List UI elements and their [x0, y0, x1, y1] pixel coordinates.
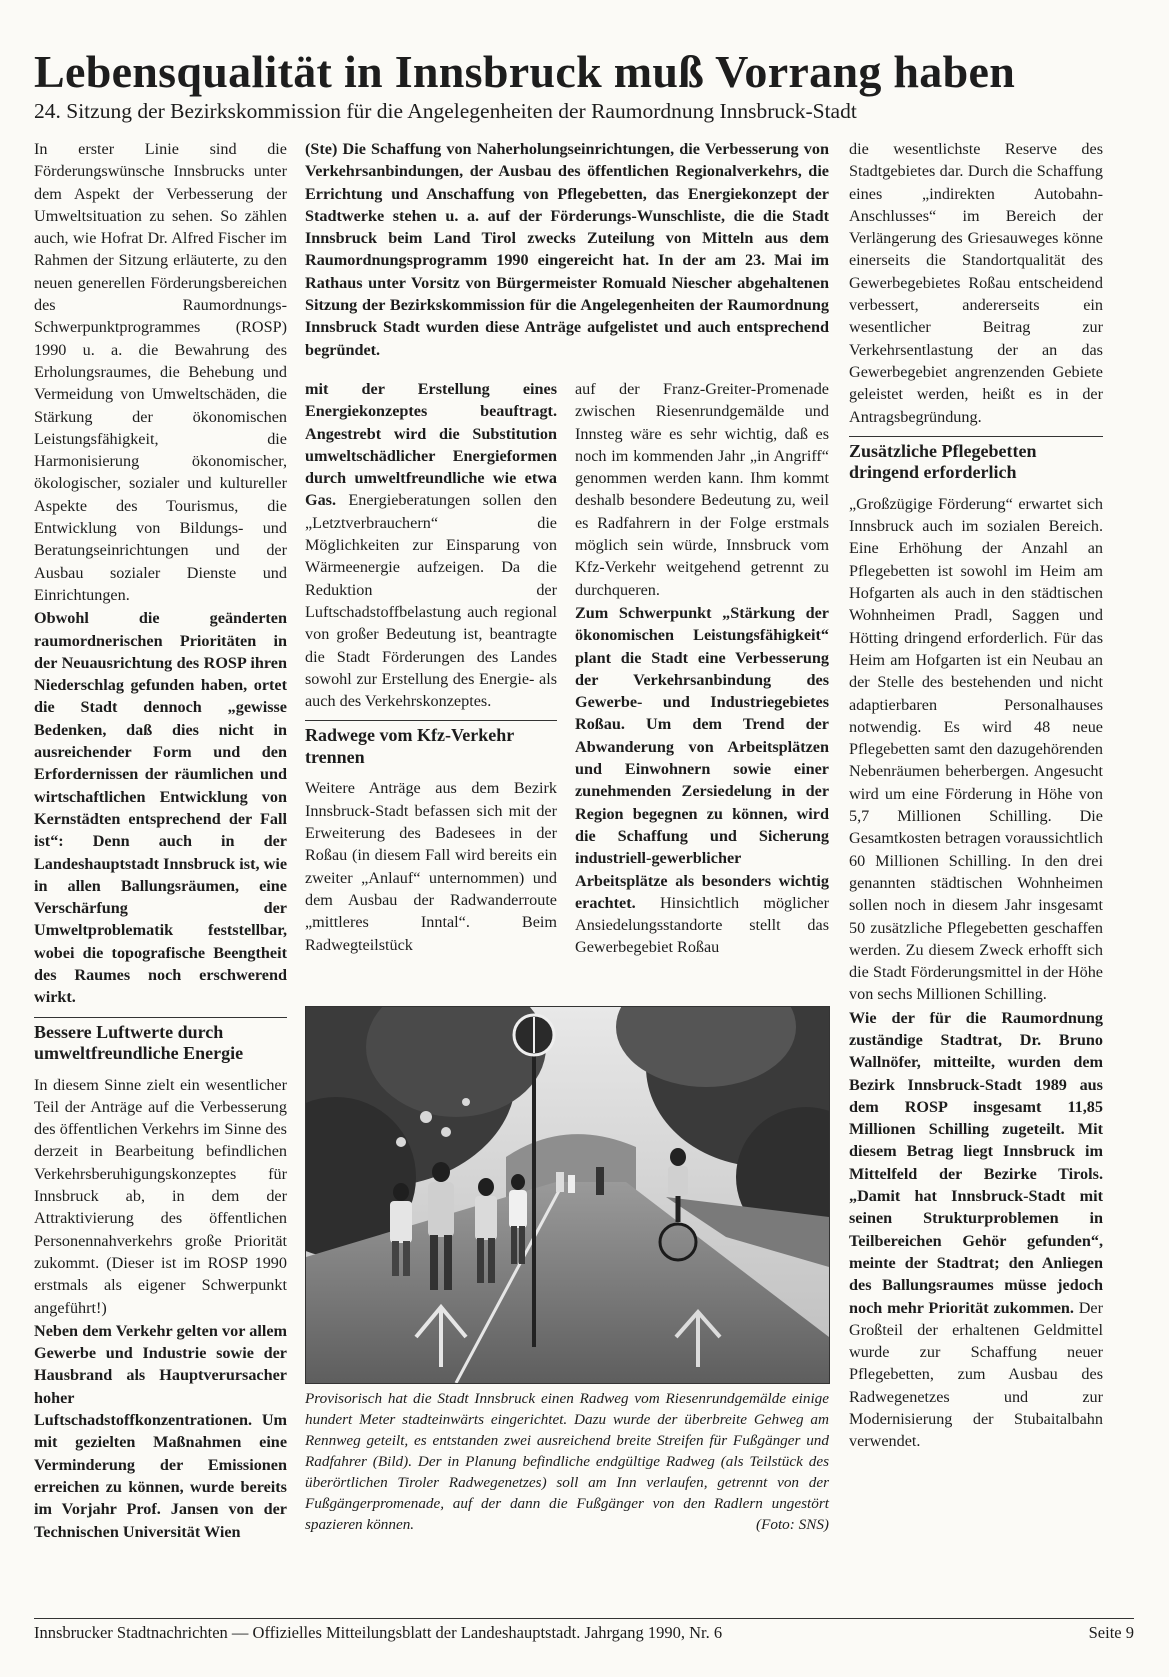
column-3-paragraph — [575, 602, 829, 959]
bike-path-photo-illustration — [306, 1007, 829, 1383]
column-2-paragraph: Weitere Anträge aus dem Bezirk Innsbruck-Stadt befassen sich mit der Erweiterung des Badesees in der Roßau (in diesem Fall wird bereits ein zweiter „Anlauf“ unternommen) und dem Ausbau der Radwanderroute „mittleres Inntal“. Beim Radwegteilstück — [305, 779, 557, 954]
column-1-paragraph-bold: Obwohl die geänderten raumordnerischen Prioritäten in der Neuausrichtung des ROSP ihren Niederschlag gefunden haben, ortet die Stadt dennoch „gewisse Bedenken, daß dies nicht in ausreichender Form und den Erfordernissen der räumlichen und wirtschaftlichen Entwicklung von Kernstädten entsprechend der Fall ist“: Denn auch in der Landeshauptstadt Innsbruck ist, wie in allen Ballungsräumen, eine Verschärfung der Umweltproblematik feststellbar, wobei die topografische Beengtheit des Raumes noch erschwerend wirkt. — [34, 609, 287, 1007]
column-3 — [575, 378, 829, 959]
column-4 — [849, 138, 1103, 1453]
column-2-text: Energieberatungen sollen den „Letztverbrauchern“ die Möglichkeiten zur Einsparung von Wärmeenergie aufzeigen. Da die Reduktion der Luftschadstoffbelastung auch regional von großer Bedeutung ist, beantragte die Stadt Förderungen des Landes sowohl zur Erstellung des Energie- als auch des Verkehrskonzeptes. — [305, 491, 557, 711]
column-1-paragraph: In erster Linie sind die Förderungswünsche Innsbrucks unter dem Aspekt der Verbesserung der Umweltsituation zu sehen. So zählen auch, wie Hofrat Dr. Alfred Fischer im Rahmen der Sitzung erläuterte, zu den neuen generellen Förderungsbereichen des Raumordnungs-Schwerpunktprogrammes (ROSP) 1990 u. a. die Bewahrung des Erholungsraumes, die Behebung und Vermeidung von Umweltschäden, die Stärkung der ökonomischen Leistungsfähigkeit, die Harmonisierung ökonomischer, ökologischer, sozialer und kultureller Aspekte des Tourismus, die Entwicklung von Bildungs- und Beratungseinrichtungen und der Ausbau sozialer Dienste und Einrichtungen. — [34, 140, 287, 604]
column-1 — [34, 138, 287, 1543]
column-4-paragraph: „Großzügige Förderung“ erwartet sich Innsbruck auch im sozialen Bereich. Eine Erhöhung der Anzahl an Pflegebetten ist sowohl im Heim am Hofgarten als auch in den städtischen Wohnheimen Pradl, Saggen und Hötting dringend erforderlich. Für das Heim am Hofgarten ist ein Neubau an der Stelle des bestehenden und nicht adaptierbaren Personalhauses notwendig. Es wird 48 neue Pflegebetten samt den dazugehörenden Nebenräumen beherbergen. Angesucht wird um eine Förderung in Höhe von 5,7 Millionen Schilling. Die Gesamtkosten betragen voraussichtlich 60 Millionen Schilling. In den drei genannten städtischen Wohnheimen sollen noch in diesem Jahr insgesamt 50 zusätzliche Pflegebetten geschaffen werden. Zu diesem Zweck erhofft sich die Stadt Förderungsmittel in der Höhe von sechs Millionen Schilling. — [849, 494, 1103, 1004]
subheadline: 24. Sitzung der Bezirkskommission für die Angelegenheiten der Raumordnung Innsbruck-Stadt — [34, 99, 857, 123]
footer-masthead: Innsbrucker Stadtnachrichten — Offizielles Mitteilungsblatt der Landeshauptstadt. Jahrgang 1990, Nr. 6 — [34, 1623, 723, 1642]
column-1-paragraph: In diesem Sinne zielt ein wesentlicher Teil der Anträge auf die Verbesserung des öffentlichen Verkehrs im Sinne des derzeit in Bearbeitung befindlichen Verkehrsberuhigungskonzeptes für Innsbruck ab, in dem der Attraktivierung des öffentlichen Personennahverkehrs große Priorität zukommt. (Dieser ist im ROSP 1990 erstmals als eigener Schwerpunkt angeführt!) — [34, 1075, 287, 1317]
column-4-text: Der Großteil der erhaltenen Geldmittel wurde zur Schaffung neuer Pflegebetten, zum Ausbau des Radwegenetzes und zur Modernisierung der Stubaitalbahn verwendet. — [849, 1298, 1103, 1451]
page-footer — [34, 1618, 1134, 1643]
page-number: Seite 9 — [1088, 1623, 1134, 1642]
photo-caption-text: Provisorisch hat die Stadt Innsbruck einen Radweg vom Riesenrundgemälde einige hundert Meter stadteinwärts eingerichtet. Dazu wurde der überbreite Gehweg am Rennweg geteilt, es entstanden zwei ausreichend breite Streifen für Fußgänger und Radfahrer (Bild). Der in Planung befindliche endgültige Radweg (als Teilstück des überörtlichen Tiroler Radwegenetzes) soll am Inn verlaufen, getrennt von der Fußgängerpromenade, auf der dann die Fußgänger von den Radlern ungestört spazieren können. — [305, 1390, 829, 1533]
column-4-bold-text: Wie der für die Raumordnung zuständige Stadtrat, Dr. Bruno Wallnöfer, mitteilte, wurden dem Bezirk Innsbruck-Stadt 1989 aus dem ROSP insgesamt 11,85 Millionen Schilling zugeteilt. Mit diesem Betrag liegt Innsbruck im Mittelfeld der Bezirke Tirols. „Damit hat Innsbruck-Stadt mit seinen Strukturproblemen in Teilbereichen Gehör gefunden“, meinte der Stadtrat; den Anliegen des Ballungsraumes müsse jedoch noch mehr Priorität zukommen. — [849, 1008, 1103, 1317]
section-heading-pflegebetten: Zusätzliche Pflegebetten dringend erforderlich — [849, 436, 1103, 484]
photo-caption — [305, 1388, 829, 1535]
column-1-paragraph-bold: Neben dem Verkehr gelten vor allem Gewerbe und Industrie sowie der Hausbrand als Hauptverursacher hoher Luftschadstoffkonzentrationen. Um mit gezielten Maßnahmen eine Verminderung der Emissionen erreichen zu können, wurde bereits im Vorjahr Prof. Jansen von der Technischen Universität Wien — [34, 1321, 287, 1541]
section-heading-luftwerte: Bessere Luftwerte durch umweltfreundliche Energie — [34, 1017, 287, 1065]
column-4-paragraph — [849, 1007, 1103, 1453]
article-photo — [305, 1006, 830, 1384]
column-4-paragraph: die wesentlichste Reserve des Stadtgebietes dar. Durch die Schaffung eines „indirekten Autobahn-Anschlusses“ im Bereich der Verlängerung des Griesauweges könne einerseits die Standortqualität des Gewerbegebietes Roßau entscheidend verbessert, andererseits ein wesentlicher Beitrag zur Verkehrsentlastung der an das Gewerbegebiet angrenzenden Gebiete geleistet werden, heißt es in der Antragsbegründung. — [849, 140, 1103, 426]
photo-credit: (Foto: SNS) — [756, 1516, 829, 1533]
column-2-paragraph — [305, 378, 557, 712]
lead-paragraph: (Ste) Die Schaffung von Naherholungseinrichtungen, die Verbesserung von Verkehrsanbindungen, der Ausbau des öffentlichen Regionalverkehrs, die Errichtung und Anschaffung von Pflegebetten, das Energiekonzept der Stadtwerke stehen u. a. auf der Förderungs-Wunschliste, die die Stadt Innsbruck beim Land Tirol zwecks Zuteilung von Mitteln aus dem Raumordnungsprogramm 1990 eingereicht hat. In der am 23. Mai im Rathaus unter Vorsitz von Bürgermeister Romuald Niescher abgehaltenen Sitzung der Bezirkskommission für die Angelegenheiten der Raumordnung Innsbruck Stadt wurden diese Anträge aufgelistet und auch entsprechend begründet. — [305, 140, 829, 359]
headline: Lebensqualität in Innsbruck muß Vorrang haben — [34, 46, 1016, 97]
column-2 — [305, 378, 557, 956]
column-2-bold-text: mit der Erstellung eines Energiekonzeptes beauftragt. Angestrebt wird die Substitution umweltschädlicher Energieformen durch umweltfreundliche wie etwa Gas. — [305, 380, 557, 510]
column-3-text: Hinsichtlich möglicher Ansiedelungsstandorte stellt das Gewerbegebiet Roßau — [575, 893, 829, 957]
column-3-bold-text: Zum Schwerpunkt „Stärkung der ökonomischen Leistungsfähigkeit“ plant die Stadt eine Verbesserung der Verkehrsanbindung des Gewerbe- und Industriegebietes Roßau. Um dem Trend der Abwanderung von Arbeitsplätzen und Einwohnern sowie einer zunehmenden Zersiedelung in der Region begegnen zu können, wird die Schaffung und Sicherung industriell-gewerblicher Arbeitsplätze als besonders wichtig erachtet. — [575, 603, 829, 912]
section-heading-radwege: Radwege vom Kfz-Verkehr trennen — [305, 720, 557, 768]
column-3-paragraph: auf der Franz-Greiter-Promenade zwischen Riesenrundgemälde und Innsteg wäre es sehr wichtig, daß es noch im kommenden Jahr „in Angriff“ genommen werden kann. Ihm kommt deshalb besondere Bedeutung zu, weil es Radfahrern in der Folge erstmals möglich sein würde, Innsbruck vom Kfz-Verkehr weitgehend getrennt zu durchqueren. — [575, 380, 829, 599]
